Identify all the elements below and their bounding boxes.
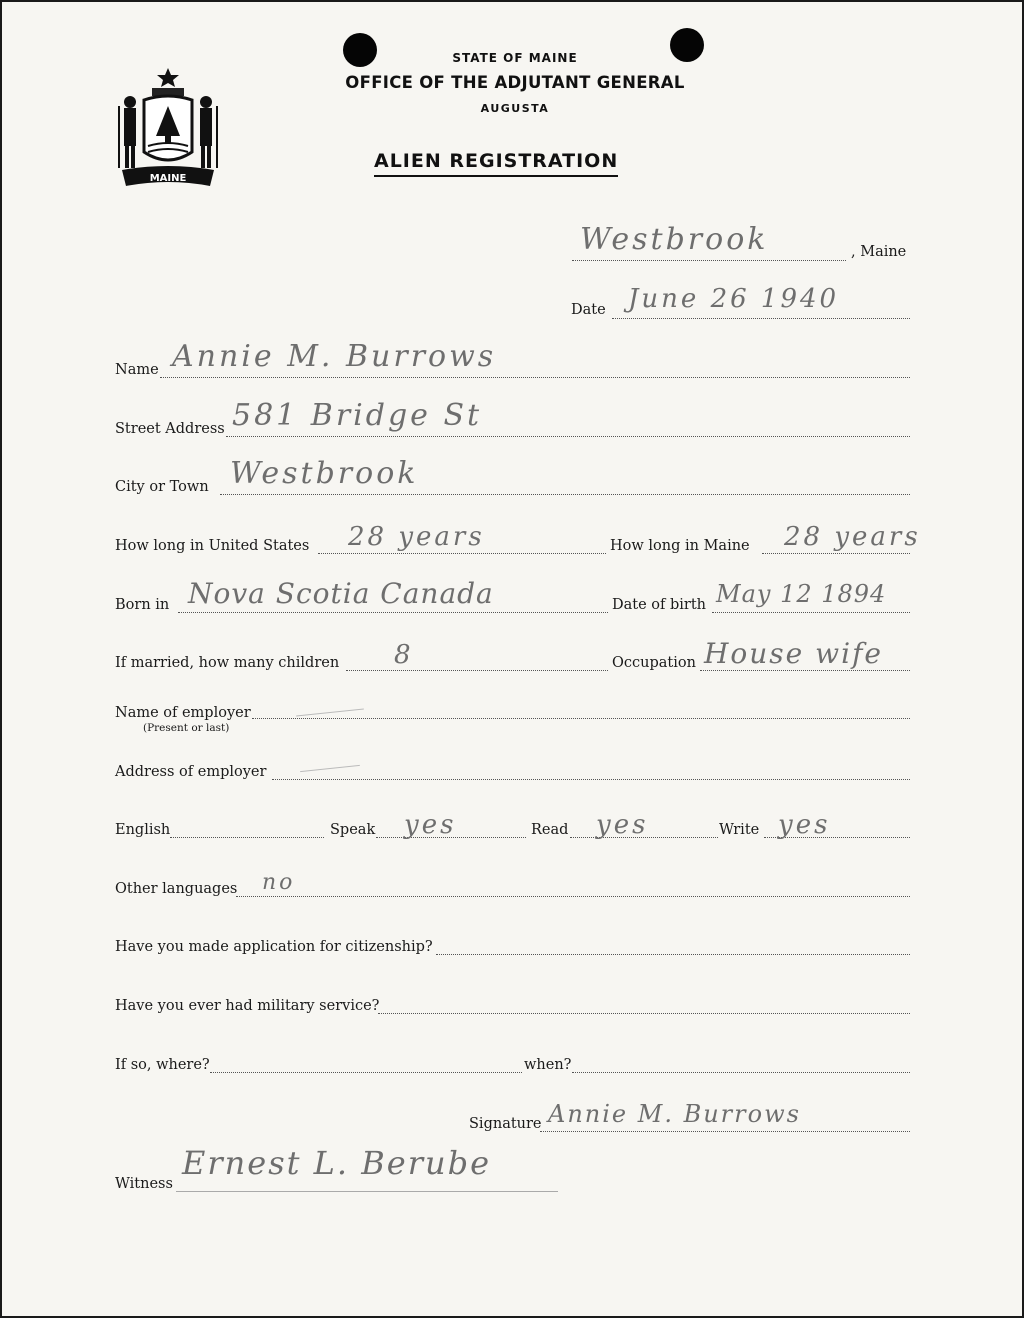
read-entry: yes xyxy=(596,810,649,840)
how-long-maine-line xyxy=(762,553,910,554)
date-label: Date xyxy=(571,302,606,318)
city-town-line xyxy=(220,494,910,495)
other-languages-entry: no xyxy=(262,870,296,895)
date-of-birth-label: Date of birth xyxy=(612,597,707,613)
form-title: ALIEN REGISTRATION xyxy=(374,150,618,177)
town-line xyxy=(572,260,846,261)
speak-entry: yes xyxy=(404,810,457,840)
write-entry: yes xyxy=(778,810,831,840)
signature-line xyxy=(540,1131,910,1132)
employer-line xyxy=(252,718,910,719)
maine-label: , Maine xyxy=(851,244,907,260)
how-long-us-label: How long in United States xyxy=(115,538,310,554)
other-languages-label: Other languages xyxy=(115,881,238,897)
street-label: Street Address xyxy=(115,421,225,437)
how-long-us-entry: 28 years xyxy=(348,522,485,552)
witness-label: Witness xyxy=(115,1176,173,1192)
employer-note: (Present or last) xyxy=(143,722,230,734)
children-entry: 8 xyxy=(394,640,414,670)
when-label: when? xyxy=(524,1057,572,1073)
employer-label: Name of employer xyxy=(115,705,251,721)
date-line xyxy=(612,318,910,319)
occupation-label: Occupation xyxy=(612,655,696,671)
city-town-label: City or Town xyxy=(115,479,209,495)
children-line xyxy=(346,670,608,671)
english-label: English xyxy=(115,822,171,838)
signature-entry: Annie M. Burrows xyxy=(548,1100,801,1128)
svg-text:MAINE: MAINE xyxy=(149,173,187,184)
street-line xyxy=(226,436,910,437)
town-entry: Westbrook xyxy=(580,222,769,257)
state-seal-icon xyxy=(114,66,222,190)
employer-dash-mark xyxy=(296,708,364,716)
how-long-us-line xyxy=(318,553,606,554)
military-line xyxy=(378,1013,910,1014)
write-label: Write xyxy=(719,822,760,838)
born-in-entry: Nova Scotia Canada xyxy=(188,577,494,610)
citizenship-label: Have you made application for citizenship? xyxy=(115,939,433,955)
city-town-entry: Westbrook xyxy=(230,456,419,491)
header-state: STATE OF MAINE xyxy=(452,51,578,65)
signature-label: Signature xyxy=(469,1116,542,1132)
if-so-where-label: If so, where? xyxy=(115,1057,210,1073)
date-of-birth-entry: May 12 1894 xyxy=(716,580,887,608)
if-so-where-line xyxy=(210,1072,522,1073)
citizenship-line xyxy=(436,954,910,955)
header-office: OFFICE OF THE ADJUTANT GENERAL xyxy=(345,73,685,92)
when-line xyxy=(572,1072,910,1073)
how-long-maine-entry: 28 years xyxy=(784,522,921,552)
date-of-birth-line xyxy=(712,612,910,613)
name-line xyxy=(160,377,910,378)
date-entry: June 26 1940 xyxy=(628,284,840,314)
english-line xyxy=(170,837,324,838)
children-label: If married, how many children xyxy=(115,655,340,671)
street-entry: 581 Bridge St xyxy=(232,398,483,433)
occupation-entry: House wife xyxy=(704,637,884,670)
witness-entry: Ernest L. Berube xyxy=(182,1144,492,1182)
witness-line xyxy=(176,1191,558,1192)
employer-address-dash-mark xyxy=(300,765,360,772)
other-languages-line xyxy=(236,896,910,897)
name-entry: Annie M. Burrows xyxy=(172,339,497,374)
employer-address-label: Address of employer xyxy=(115,764,267,780)
born-in-label: Born in xyxy=(115,597,170,613)
occupation-line xyxy=(700,670,910,671)
read-label: Read xyxy=(531,822,569,838)
military-label: Have you ever had military service? xyxy=(115,998,380,1014)
header-city: AUGUSTA xyxy=(480,102,550,115)
employer-address-line xyxy=(272,779,910,780)
born-in-line xyxy=(178,612,608,613)
how-long-maine-label: How long in Maine xyxy=(610,538,750,554)
speak-label: Speak xyxy=(330,822,376,838)
name-label: Name xyxy=(115,362,159,378)
